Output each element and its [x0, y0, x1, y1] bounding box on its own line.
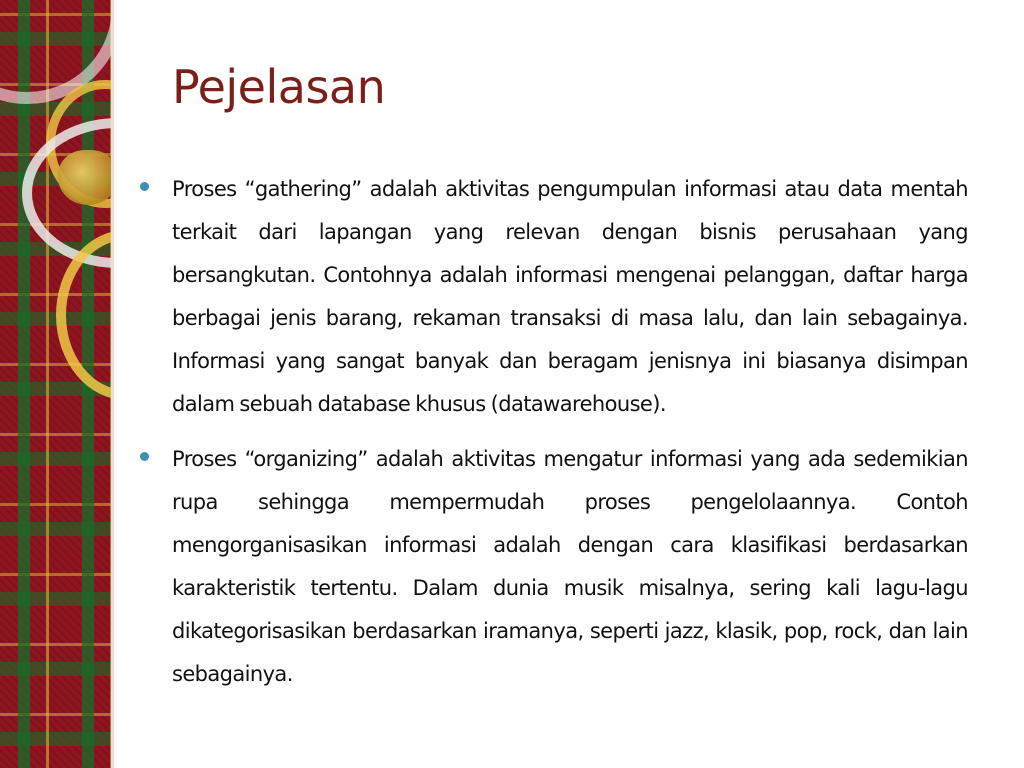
bullet-item-organizing — [140, 438, 968, 696]
bullet-text: Proses “organizing” adalah aktivitas mengatur informasi yang ada sedemikian rupa sehingga mempermudah proses pengelolaannya. Contoh mengorganisasikan informasi adalah dengan cara klasifikasi berdasarkan karakteristik tertentu. Dalam dunia musik misalnya, sering kali lagu-lagu dikategorisasikan berdasarkan iramanya, seperti jazz, klasik, pop, rock, dan lain sebagainya. — [172, 447, 968, 686]
bullet-dot-icon — [140, 452, 149, 461]
bullet-item-gathering — [140, 168, 968, 426]
bullet-text: Proses “gathering” adalah aktivitas pengumpulan informasi atau data mentah terkait dari lapangan yang relevan dengan bisnis perusahaan yang bersangkutan. Contohnya adalah informasi mengenai pelanggan, daftar harga berbagai jenis barang, rekaman transaksi di masa lalu, dan lain sebagainya. Informasi yang sangat banyak dan beragam jenisnya ini biasanya disimpan dalam sebuah database khusus (datawarehouse). — [172, 177, 968, 416]
decorative-sidebar — [0, 0, 113, 768]
bullet-list — [140, 168, 968, 708]
slide-title: Pejelasan — [172, 60, 386, 114]
sidebar-divider — [111, 0, 114, 768]
bullet-dot-icon — [140, 182, 149, 191]
